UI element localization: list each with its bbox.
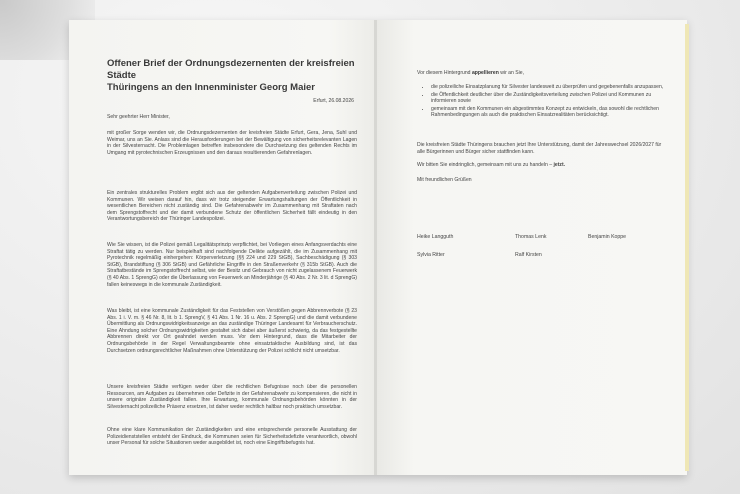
- list-item: • die polizeiliche Einsatzplanung für Silvester landesweit zu überprüfen und gegebenenfalls anzupassen,: [431, 84, 676, 91]
- signatory-kirsten: Ralf Kirsten: [515, 252, 542, 258]
- urgent-request-bold: jetzt.: [553, 162, 566, 168]
- signatory-koppe: Benjamin Koppe: [588, 234, 627, 240]
- paragraph-2: Ein zentrales strukturelles Problem ergibt sich aus der geltenden Aufgabenverteilung zwischen Polizei und Kommunen. Wir weisen darauf hin, dass wir trotz steigender Erwartungshaltungen der Öffentlichkeit in wesentlichen Bereichen nicht zuständig sind. Die Gefahrenabwehr im Zusammenhang mit Straftaten nach dem Sprengstoffrecht und der damit verbundene Schutz der öffentlichen Sicherheit fällt eindeutig in den Verantwortungsbereich der Thüringer Landespolizei.: [107, 190, 357, 223]
- paragraph-6: Ohne eine klare Kommunikation der Zuständigkeiten und eine entsprechende personelle Ausstattung der Polizeidienststellen entsteht der Eindruck, die Kommunen seien für Sicherheitsdefizite verantwortlich, obwohl unser Personal für solche Situationen weder ausgebildet ist, noch eine Eingriffsbefugnis hat.: [107, 427, 357, 447]
- letter-title: [107, 58, 357, 94]
- salutation: Sehr geehrter Herr Minister,: [107, 114, 170, 120]
- list-item: • die Öffentlichkeit deutlicher über die Zuständigkeitsverteilung zwischen Polizei und Kommunen zu informieren sowie: [431, 92, 676, 105]
- paragraph-1: mit großer Sorge wenden wir, die Ordnungsdezernenten der kreisfreien Städte Erfurt, Gera, Jena, Suhl und Weimar, uns an Sie. Anlass sind die Herausforderungen bei der Bewältigung von sicherheitsrelevanten Lagen in der Silvesternacht. Die Problemlagen betreffen insbesondere die Durchsetzung des geltenden Rechts im Umgang mit pyrotechnischen Erzeugnissen und den daraus resultierenden Gefahrenlagen.: [107, 130, 357, 156]
- list-item: • gemeinsam mit den Kommunen ein abgestimmtes Konzept zu entwickeln, das sowohl die rechtlichen Rahmenbedingungen als auch die praktischen Einsatzrealitäten berücksichtigt.: [431, 106, 676, 119]
- urgent-request-prefix: Wir bitten Sie eindringlich, gemeinsam mit uns zu handeln –: [417, 162, 554, 168]
- appeal-intro-bold: appellieren: [471, 70, 499, 76]
- title-line-2: Thüringens an den Innenminister Georg Maier: [107, 82, 315, 93]
- appeal-intro-suffix: wir an Sie,: [498, 70, 525, 76]
- appeal-intro: [417, 70, 677, 77]
- open-letter-spread: [69, 20, 687, 475]
- closing-paragraph: Die kreisfreien Städte Thüringens brauchen jetzt Ihre Unterstützung, damit der Jahreswechsel 2026/2027 für alle Bürgerinnen und Bürger sicher stattfinden kann.: [417, 142, 662, 155]
- back-cover-edge: [685, 24, 689, 471]
- title-line-1: Offener Brief der Ordnungsdezernenten der kreisfreien Städte: [107, 58, 355, 81]
- appeal-list: [417, 84, 676, 120]
- greeting: Mit freundlichen Grüßen: [417, 177, 472, 183]
- urgent-request: [417, 162, 667, 169]
- signatory-ritter: Sylvia Ritter: [417, 252, 445, 258]
- paragraph-4: Was bleibt, ist eine kommunale Zuständigkeit für das Feststellen von Verstößen gegen Abbrennverbote (§ 23 Abs. 1 i. V. m. § 46 Nr. 8, lit. b 1. SprengV, § 41 Abs. 1 Nr. 16 u. Abs. 2 SprengG) und die damit verbundene Übermittlung als Ordnungswidrigkeitsanzeige an das zuständige Thüringer Landesamt für Verbraucherschutz. Eine Ahndung solcher Ordnungswidrigkeiten gestaltet sich dabei aber äußerst schwierig, da das festgestellte Abbrennen direkt vor Ort geahndet werden muss. Vor dem Hintergrund, dass die Mitarbeiter der Ordnungsbehörde in der Regel Verwaltungsbeamte ohne einsatztaktische Ausbildung sind, ist das Durchsetzen ordnungsrechtlicher Maßnahmen ohne Unterstützung der Polizei schlicht nicht umsetzbar.: [107, 308, 357, 354]
- letter-date: Erfurt, 26.08.2026: [313, 98, 354, 104]
- paragraph-3: Wie Sie wissen, ist die Polizei gemäß Legalitätsprinzip verpflichtet, bei Vorliegen eines Anfangsverdachts eine Straftat tätig zu werden. Nur beispielhaft sind nachfolgende Delikte aufgezählt, die im Zusammenhang mit Pyrotechnik regelmäßig einhergehen: Körperverletzung (§§ 224 und 229 StGB), Sachbeschädigung (§ 303 StGB), Brandstiftung (§ 306 StGB) und Gefährliche Eingriffe in den Straßenverkehr (§ 315b StGB). Auch die Straftatbestände im Sprengstoffrecht selbst, wie der Besitz und Gebrauch von nicht zugelassenem Feuerwerk (§ 40 Abs. 1 SprengG) oder die Überlassung von Feuerwerk an Minderjährige (§ 40 Abs. 2 Nr. 3 lit. d SprengG) fallen keineswegs in die kommunale Zuständigkeit.: [107, 242, 358, 288]
- left-page: [69, 20, 375, 475]
- signatory-langguth: Heike Langguth: [417, 234, 454, 240]
- right-page: [377, 20, 687, 475]
- paragraph-5: Unsere kreisfreien Städte verfügen weder über die rechtlichen Befugnisse noch über die personellen Ressourcen, am Aufgaben zu übernehmen oder Defizite in der Gefahrenabwehr zu kompensieren, die nicht in unsere originäre Zuständigkeit fallen. Ihre Erwartung, kommunale Ordnungsbehörden könnten in der Silvesternacht polizeiliche Präsenz ersetzen, ist daher weder rechtlich haltbar noch praktisch umsetzbar.: [107, 384, 357, 410]
- appeal-intro-prefix: Vor diesem Hintergrund: [417, 70, 472, 76]
- signatory-lenk: Thomas Lenk: [515, 234, 547, 240]
